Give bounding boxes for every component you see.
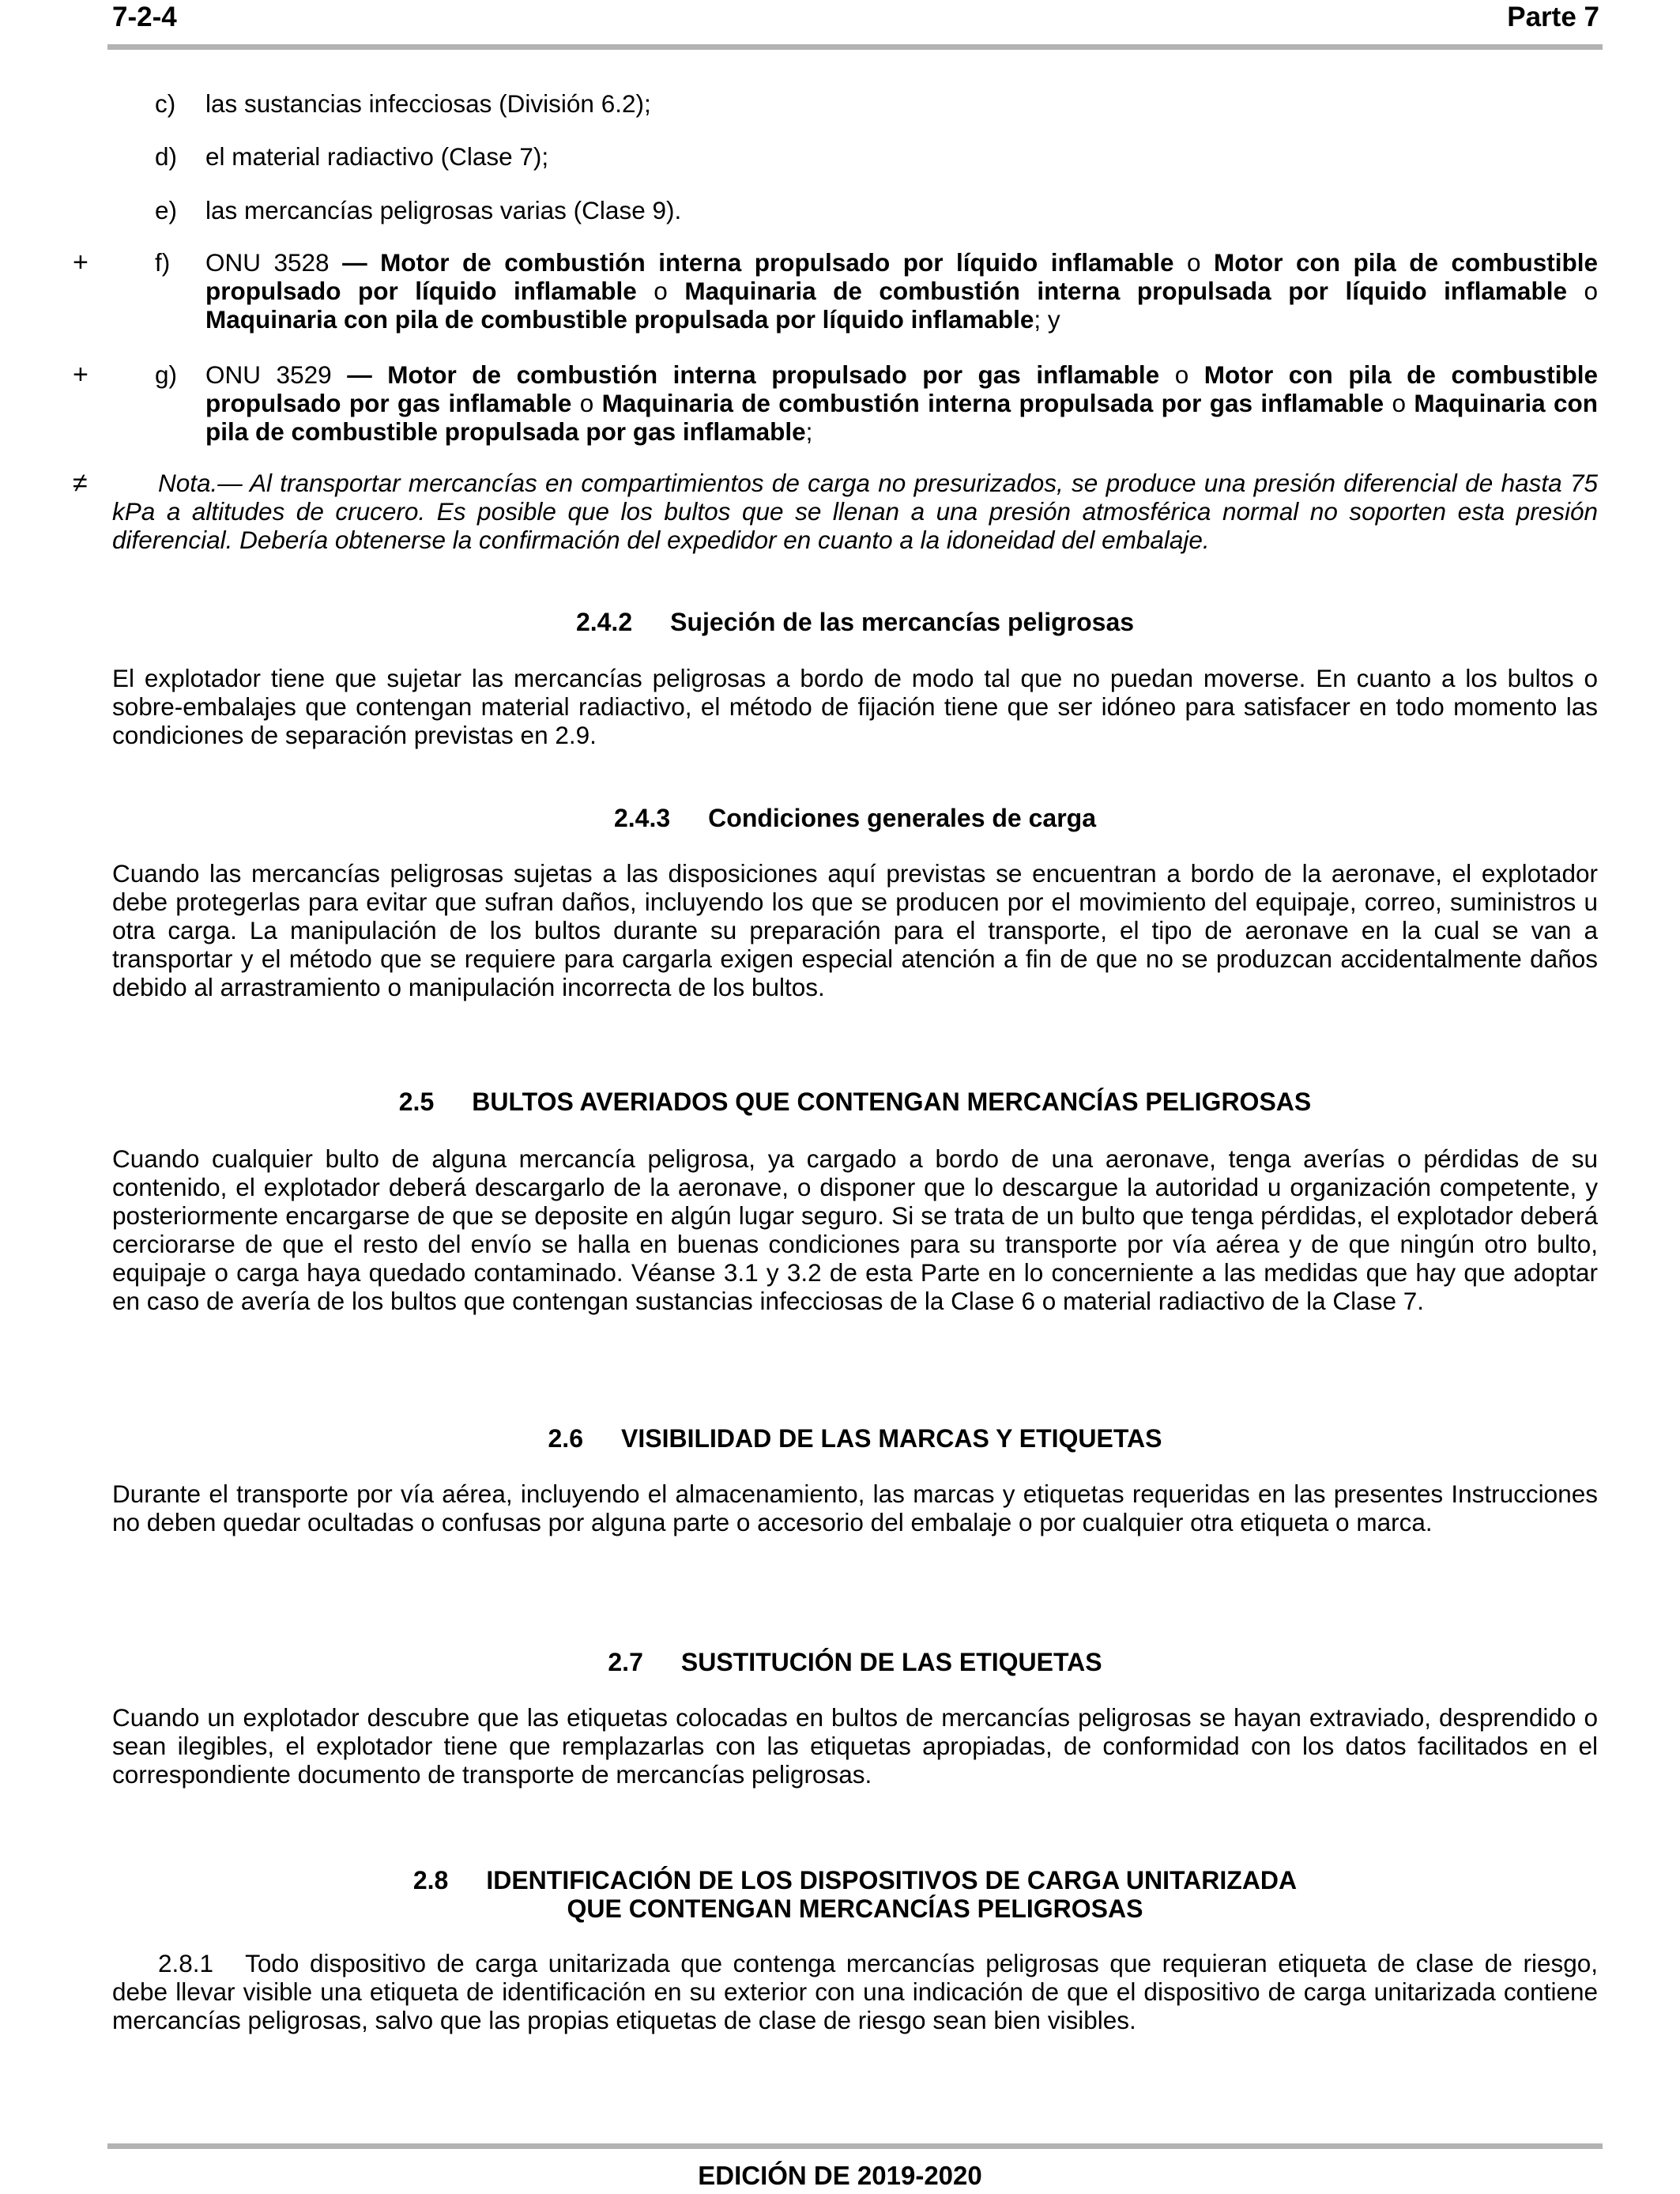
section-body-2-4-2: El explotador tiene que sujetar las mercancías peligrosas a bordo de modo tal que no puedan moverse. En cuanto a los bultos o sobre-embalajes que contengan material radiactivo, el método de fijación tiene que ser idóneo para satisfacer en todo momento las condiciones de separación previstas en 2.9. — [112, 664, 1598, 749]
list-item — [155, 142, 1598, 171]
header-rule — [107, 44, 1603, 50]
list-item — [155, 89, 1598, 118]
section-body-2-5: Cuando cualquier bulto de alguna mercancía peligrosa, ya cargado a bordo de una aeronave, tenga averías o pérdidas de su contenido, el explotador deberá descargarlo de la aeronave, o disponer que lo descargue la autoridad u organización competente, y posteriormente encargarse de que se deposite en algún lugar seguro. Si se trata de un bulto que tenga pérdidas, el explotador deberá cerciorarse de que el resto del envío se halla en buenas condiciones para su transporte por vía aérea y de que ningún otro bulto, equipaje o carga haya quedado contaminado. Véanse 3.1 y 3.2 de esta Parte en lo concerniente a las medidas que hay que adoptar en caso de avería de los bultos que contengan sustancias infecciosas de la Clase 6 o material radiactivo de la Clase 7. — [112, 1144, 1598, 1315]
list-item-text: las sustancias infecciosas (División 6.2); — [205, 89, 651, 118]
section-heading-2-8: 2.8 IDENTIFICACIÓN DE LOS DISPOSITIVOS DE CARGA UNITARIZADA QUE CONTENGAN MERCANCÍAS PELIGROSAS — [412, 1866, 1298, 1923]
list-item-text: el material radiactivo (Clase 7); — [205, 142, 549, 171]
section-heading-2-6: 2.6 VISIBILIDAD DE LAS MARCAS Y ETIQUETAS — [548, 1424, 1162, 1453]
list-item-f — [155, 248, 1598, 334]
section-body-2-7: Cuando un explotador descubre que las etiquetas colocadas en bultos de mercancías peligrosas se hayan extraviado, desprendido o sean ilegibles, el explotador tiene que remplazarlas con las etiquetas apropiadas, de conformidad con los datos facilitados en el correspondiente documento de transporte de mercancías peligrosas. — [112, 1703, 1598, 1789]
list-item-label: e) — [155, 196, 178, 224]
list-item-text: las mercancías peligrosas varias (Clase 9). — [205, 196, 682, 224]
section-heading-2-4-2: 2.4.2 Sujeción de las mercancías peligrosas — [575, 608, 1135, 636]
section-body-2-8-1: 2.8.1 Todo dispositivo de carga unitarizada que contenga mercancías peligrosas que requieran etiqueta de clase de riesgo, debe llevar visible una etiqueta de identificación en su exterior con una indicación de que el dispositivo de carga unitarizada contiene mercancías peligrosas, salvo que las propias etiquetas de clase de riesgo sean bien visibles. — [112, 1949, 1598, 2034]
section-body-2-6: Durante el transporte por vía aérea, incluyendo el almacenamiento, las marcas y etiquetas requeridas en las presentes Instrucciones no deben quedar ocultadas o confusas por alguna parte o accesorio del embalaje o por cualquier otra etiqueta o marca. — [112, 1480, 1598, 1536]
edition-footer: EDICIÓN DE 2019-2020 — [698, 2161, 982, 2190]
section-heading-2-5: 2.5 BULTOS AVERIADOS QUE CONTENGAN MERCANCÍAS PELIGROSAS — [398, 1088, 1312, 1116]
list-item — [155, 196, 1598, 224]
amendment-not-equal-mark: ≠ — [73, 468, 88, 498]
list-item-label: g) — [155, 360, 178, 389]
paragraph-number: 2.8.1 — [158, 1949, 214, 1977]
list-item-label: d) — [155, 142, 178, 171]
list-item-text: ONU 3529 — Motor de combustión interna propulsado por gas inflamable o Motor con pila de combustible propulsado por gas inflamable o Maquinaria de combustión interna propulsada por gas inflamable o Maquinaria con pila de combustible propulsada por gas inflamable; — [205, 360, 1598, 446]
list-item-label: f) — [155, 248, 171, 277]
part-label: Parte 7 — [1507, 2, 1599, 32]
list-item-text: ONU 3528 — Motor de combustión interna propulsado por líquido inflamable o Motor con pila de combustible propulsado por líquido inflamable o Maquinaria de combustión interna propulsada por líquido inflamable o Maquinaria con pila de combustible propulsada por líquido inflamable; y — [205, 248, 1598, 334]
footer-rule — [107, 2143, 1603, 2149]
page-number: 7-2-4 — [112, 2, 177, 32]
list-item-g — [155, 360, 1598, 446]
amendment-plus-mark: + — [73, 247, 89, 277]
section-heading-2-7: 2.7 SUSTITUCIÓN DE LAS ETIQUETAS — [608, 1648, 1102, 1676]
section-heading-2-4-3: 2.4.3 Condiciones generales de carga — [613, 804, 1096, 832]
list-item-label: c) — [155, 89, 176, 118]
note-paragraph: Nota.— Al transportar mercancías en compartimientos de carga no presurizados, se produce una presión diferencial de hasta 75 kPa a altitudes de crucero. Es posible que los bultos que se llenan a una presión atmosférica normal no soporten esta presión diferencial. Debería obtenerse la confirmación del expedidor en cuanto a la idoneidad del embalaje. — [112, 469, 1598, 554]
section-body-2-4-3: Cuando las mercancías peligrosas sujetas a las disposiciones aquí previstas se encuentran a bordo de la aeronave, el explotador debe protegerlas para evitar que sufran daños, incluyendo los que se producen por el movimiento del equipaje, correo, suministros u otra carga. La manipulación de los bultos durante su preparación para el transporte, el tipo de aeronave en la cual se van a transportar y el método que se requiere para cargarla exigen especial atención a fin de que no se produzcan accidentalmente daños debido al arrastramiento o manipulación incorrecta de los bultos. — [112, 859, 1598, 1001]
amendment-plus-mark: + — [73, 360, 89, 390]
